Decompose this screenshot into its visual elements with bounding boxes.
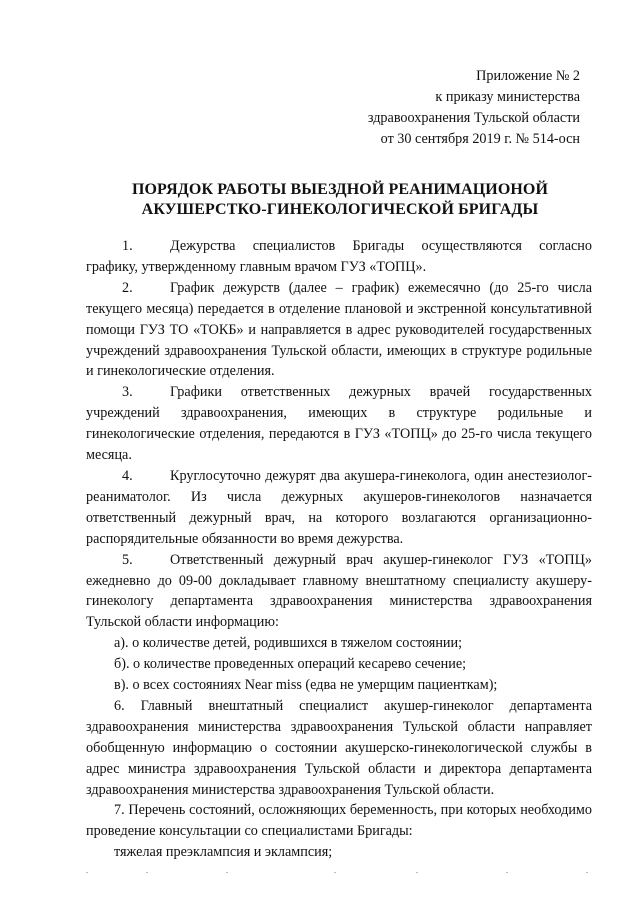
scan-dot <box>86 872 88 873</box>
paragraph-text: Дежурства специалистов Бригады осуществляются согласно графику, утвержденному главным врачом ГУЗ «ТОПЦ». <box>86 238 592 275</box>
scan-dot <box>416 872 418 873</box>
paragraph-text: Круглосуточно дежурят два акушера-гинеколога, один анестезиолог-реаниматолог. Из числа дежурных акушеров-гинекологов назначается ответственный дежурный врач, на которого возлагаются организационно-распорядительные обязанности во время дежурства. <box>86 467 592 547</box>
paragraph-5 <box>86 550 592 634</box>
paragraph-7: 7. Перечень состояний, осложняющих беременность, при которых необходимо проведение консультации со специалистами Бригады: <box>86 802 592 840</box>
paragraph-number: 5. <box>122 551 133 568</box>
scan-dot <box>226 872 228 873</box>
paragraph-text: График дежурств (далее – график) ежемесячно (до 25-го числа текущего месяца) передается в отделение плановой и экстренной консультативной помощи ГУЗ ТО «ТОКБ» и направляется в адрес руководителей государственных учреждений здравоохранения Тульской области, имеющих в структуре родильные и гинекологические отделения. <box>86 279 592 380</box>
paragraph-number: 2. <box>122 279 133 296</box>
paragraph-number: 1. <box>122 238 133 254</box>
appendix-order-line: к приказу министерства <box>435 89 580 105</box>
paragraph-1 <box>86 236 592 278</box>
subitem-a: а). о количестве детей, родившихся в тяжелом состоянии; <box>114 635 463 652</box>
scan-dot <box>146 872 148 873</box>
title-line-2: АКУШЕРСТКО-ГИНЕКОЛОГИЧЕСКОЙ БРИГАДЫ <box>141 201 539 218</box>
scan-dot <box>334 872 336 873</box>
subitem-b: б). о количестве проведенных операций кесарево сечение; <box>114 656 467 673</box>
scan-dot <box>586 872 588 873</box>
document-title <box>80 180 600 220</box>
document-body <box>86 236 592 863</box>
paragraph-number: 4. <box>122 467 133 484</box>
paragraph-text: Графики ответственных дежурных врачей государственных учреждений здравоохранения, имеющих в структуре родильные и гинекологические отделения, передаются в ГУЗ «ТОПЦ» до 25-го числа текущего месяца. <box>86 384 592 464</box>
paragraph-7-item: тяжелая преэклампсия и эклампсия; <box>114 844 333 861</box>
paragraph-3 <box>86 382 592 466</box>
appendix-date-line: от 30 сентября 2019 г. № 514-осн <box>380 131 580 147</box>
page-bottom-marks <box>86 872 592 878</box>
subitem-c: в). о всех состояниях Near miss (едва не умерщим пациенткам); <box>114 677 498 694</box>
paragraph-text: Ответственный дежурный врач акушер-гинеколог ГУЗ «ТОПЦ» ежедневно до 09-00 докладывает главному внештатному специалисту акушеру-гинекологу департамента здравоохранения министерства здравоохранения Тульской области информацию: <box>86 551 592 631</box>
paragraph-2 <box>86 278 592 383</box>
appendix-number: Приложение № 2 <box>476 68 580 84</box>
paragraph-number: 3. <box>122 384 133 401</box>
appendix-ministry-line: здравоохранения Тульской области <box>367 110 580 126</box>
title-line-1: ПОРЯДОК РАБОТЫ ВЫЕЗДНОЙ РЕАНИМАЦИОНОЙ <box>131 181 549 198</box>
paragraph-6: 6. Главный внештатный специалист акушер-гинеколог департамента здравоохранения министерства здравоохранения Тульской области направляет обобщенную информацию о состоянии акушерско-гинекологической службы в адрес министра здравоохранения Тульской области и директора департамента здравоохранения министерства здравоохранения Тульской области. <box>86 697 592 798</box>
paragraph-4 <box>86 466 592 550</box>
appendix-header <box>368 66 580 150</box>
scan-dot <box>506 872 508 873</box>
